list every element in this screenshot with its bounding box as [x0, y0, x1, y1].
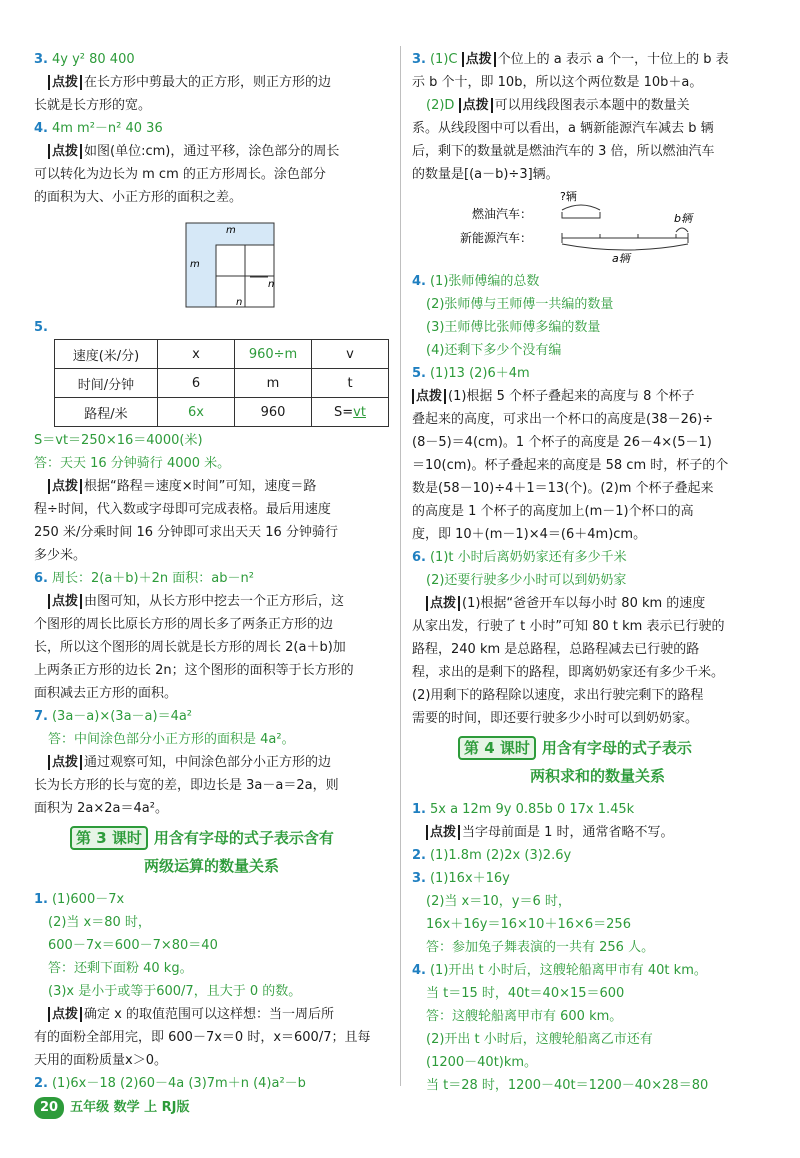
- tip-tag: 点拨: [426, 596, 460, 611]
- answer-line: 600－7x＝600－7×80＝40: [48, 938, 218, 953]
- answer-line: (2)张师傅与王师傅一共编的数量: [426, 297, 614, 312]
- tip-line: [34, 751, 394, 774]
- tip-tag: 点拨: [48, 75, 82, 90]
- answer-text: (1)600－7x: [51, 892, 125, 907]
- table-cell: v: [312, 340, 389, 369]
- l3q2-line: [34, 1072, 394, 1095]
- answer-text: (3a－a)×(3a－a)＝4a²: [51, 709, 193, 724]
- tip-tag: 点拨: [459, 98, 493, 113]
- tip-line: [34, 140, 394, 163]
- question-number: 1.: [34, 892, 48, 907]
- answer-line: 答：这艘轮船离甲市有 600 km。: [426, 1009, 623, 1024]
- b-brace: [676, 228, 688, 232]
- label-n-right: n: [268, 279, 275, 290]
- tip-line: 程，求出的是剩下的路程，即离奶奶家还有多少千米。: [412, 665, 725, 680]
- tip-tag: 点拨: [48, 1007, 82, 1022]
- page-footer: [34, 1097, 190, 1119]
- tip-line: 面积为 2a×2a＝4a²。: [34, 801, 168, 816]
- answer-line: 16x＋16y＝16×10＋16×6＝256: [426, 917, 631, 932]
- a-label: a辆: [612, 252, 630, 265]
- l4q2-line: [412, 844, 772, 867]
- answer-line: (2)当 x＝80 时，: [48, 915, 151, 930]
- table-cell: x: [158, 340, 235, 369]
- tip-text: (1)根据 5 个杯子叠起来的高度与 8 个杯子: [448, 389, 695, 404]
- q3-line: [412, 48, 772, 71]
- q5-line: [412, 362, 772, 385]
- column-divider: [400, 46, 401, 1086]
- tip-tag: 点拨: [48, 755, 82, 770]
- answer-text: (1)13 (2)6＋4m: [429, 366, 530, 381]
- l4q4-line: [412, 959, 772, 982]
- tip-line: [412, 592, 772, 615]
- tip-text: 当字母前面是 1 时，通常省略不写。: [462, 825, 674, 840]
- tip-line: [34, 1003, 394, 1026]
- q3-answer-line: [34, 48, 394, 71]
- table-cell: 时间/分钟: [55, 369, 158, 398]
- fuel-brace: [562, 205, 600, 210]
- tip-line: 数是(58－10)÷4＋1＝13(个)。(2)m 个杯子叠起来: [412, 481, 714, 496]
- tip-text: 在长方形中剪最大的正方形，则正方形的边: [84, 75, 332, 90]
- tip-line: [412, 821, 772, 844]
- tip-line: 示 b 个十，即 10b，所以这个两位数是 10b＋a。: [412, 75, 703, 90]
- page-number: 20: [34, 1097, 64, 1119]
- q6-answer-line: [34, 567, 394, 590]
- answer-line: 答：天天 16 分钟骑行 4000 米。: [34, 456, 231, 471]
- tip-line: 叠起来的高度，可求出一个杯口的高度是(38－26)÷: [412, 412, 714, 427]
- table-cell: 960÷m: [235, 340, 312, 369]
- tip-tag: 点拨: [48, 479, 82, 494]
- table-cell: 6: [158, 369, 235, 398]
- answer-line: (1200－40t)km。: [426, 1055, 538, 1070]
- answer-line: (2)开出 t 小时后，这艘轮船离乙市还有: [426, 1032, 653, 1047]
- answer-text: (1)C: [429, 52, 458, 67]
- table-row: [55, 398, 389, 427]
- tip-line: 长就是长方形的宽。: [34, 98, 152, 113]
- answer-line: (2)当 x＝10，y＝6 时，: [426, 894, 571, 909]
- lesson-title: 用含有字母的式子表示含有: [153, 829, 334, 847]
- question-number: 2.: [412, 848, 426, 863]
- q7-answer-line: [34, 705, 394, 728]
- fuel-question-label: ?辆: [560, 190, 577, 203]
- tip-line: [34, 475, 394, 498]
- answer-line: (3)x 是小于或等于600/7，且大于 0 的数。: [48, 984, 302, 999]
- cell-answer: vt: [353, 404, 366, 420]
- tip-line: 250 米/分乘时间 16 分钟即可求出天天 16 分钟骑行: [34, 525, 338, 540]
- table-row: [55, 340, 389, 369]
- tip-line: 可以转化为边长为 m cm 的正方形周长。涂色部分: [34, 167, 326, 182]
- q3-line: [412, 94, 772, 117]
- answer-text: (1)16x＋16y: [429, 871, 510, 886]
- answer-text: (2)D: [426, 98, 455, 113]
- tip-line: 多少米。: [34, 548, 87, 563]
- a-brace: [562, 244, 688, 250]
- square-figure-svg: [184, 215, 284, 311]
- question-number: 3.: [34, 52, 48, 67]
- question-number: 4.: [412, 963, 426, 978]
- answer-line: (2)还要行驶多少小时可以到奶奶家: [426, 573, 627, 588]
- tip-line: [412, 385, 772, 408]
- lesson-3-header: [34, 824, 394, 884]
- table-cell: t: [312, 369, 389, 398]
- tip-line: 后，剩下的数量就是燃油汽车的 3 倍，所以燃油汽车: [412, 144, 715, 159]
- b-label: b辆: [674, 212, 692, 225]
- q5-number-line: [34, 319, 394, 337]
- segment-diagram-svg: [460, 188, 712, 265]
- lesson-badge: 第 3 课时: [70, 826, 148, 850]
- table-cell: 速度(米/分): [55, 340, 158, 369]
- q6-line: [412, 546, 772, 569]
- tip-line: 系。从线段图中可以看出，a 辆新能源汽车减去 b 辆: [412, 121, 714, 136]
- tip-line: 需要的时间，即还要行驶多少小时可以到奶奶家。: [412, 711, 699, 726]
- answer-text: (1)t 小时后离奶奶家还有多少千米: [429, 550, 627, 565]
- table-cell: m: [235, 369, 312, 398]
- table-cell: [312, 398, 389, 427]
- answer-text: (1)1.8m (2)2x (3)2.6y: [429, 848, 572, 863]
- lesson-title-row: [412, 734, 772, 762]
- lesson-title-row: [34, 824, 394, 852]
- tip-line: 程÷时间，代入数或字母即可完成表格。最后用速度: [34, 502, 331, 517]
- answer-line: S＝vt＝250×16＝4000(米): [34, 433, 203, 448]
- question-number: 6.: [412, 550, 426, 565]
- tip-tag: 点拨: [412, 389, 446, 404]
- question-number: 5.: [34, 320, 48, 335]
- tip-tag: 点拨: [426, 825, 460, 840]
- answer-line: 当 t＝15 时，40t＝40×15＝600: [426, 986, 625, 1001]
- question-number: 5.: [412, 366, 426, 381]
- tip-line: ＝10(cm)。杯子叠起来的高度是 58 cm 时，杯子的个: [412, 458, 729, 473]
- q4-answer-line: [34, 117, 394, 140]
- tip-line: 的数量是[(a－b)÷3]辆。: [412, 167, 559, 182]
- lesson-title: 用含有字母的式子表示: [541, 739, 692, 757]
- tip-line: 有的面粉全部用完，即 600－7x＝0 时，x＝600/7；且每: [34, 1030, 371, 1045]
- question-number: 2.: [34, 1076, 48, 1091]
- tip-tag: 点拨: [462, 52, 496, 67]
- tip-line: 长，所以这个图形的周长就是长方形的周长 2(a＋b)加: [34, 640, 346, 655]
- left-column: [34, 48, 394, 1095]
- tip-line: 面积减去正方形的面积。: [34, 686, 178, 701]
- answer-text: (1)张师傅编的总数: [429, 274, 540, 289]
- answer-line: (4)还剩下多少个没有编: [426, 343, 562, 358]
- fuel-segment: [562, 212, 600, 218]
- tip-text: 根据“路程＝速度×时间”可知，速度＝路: [84, 479, 317, 494]
- tip-line: 度，即 10＋(m－1)×4＝(6＋4m)cm。: [412, 527, 647, 542]
- l4q1-line: [412, 798, 772, 821]
- answer-text: 4y y² 80 400: [51, 52, 135, 67]
- right-column: [412, 48, 772, 1097]
- tip-line: (8－5)＝4(cm)。1 个杯子的高度是 26－4×(5－1): [412, 435, 712, 450]
- tip-text: 确定 x 的取值范围可以这样想：当一周后所: [84, 1007, 334, 1022]
- tip-text: 由图可知，从长方形中挖去一个正方形后，这: [84, 594, 345, 609]
- tip-text: 如图(单位:cm)，通过平移，涂色部分的周长: [84, 144, 340, 159]
- tip-text: 个位上的 a 表示 a 个一，十位上的 b 表: [497, 52, 729, 67]
- tip-tag: 点拨: [48, 594, 82, 609]
- table-cell: 6x: [158, 398, 235, 427]
- answer-line: (3)王师傅比张师傅多编的数量: [426, 320, 601, 335]
- fuel-car-label: 燃油汽车：: [472, 207, 533, 221]
- square-figure: [184, 215, 394, 315]
- table-cell: 路程/米: [55, 398, 158, 427]
- answer-line: 答：中间涂色部分小正方形的面积是 4a²。: [48, 732, 295, 747]
- tip-line: 路程，240 km 是总路程，总路程减去已行驶的路: [412, 642, 700, 657]
- answer-text: 5x a 12m 9y 0.85b 0 17x 1.45k: [429, 802, 635, 817]
- question-number: 3.: [412, 52, 426, 67]
- label-m-top: m: [226, 225, 236, 236]
- tip-text: 通过观察可知，中间涂色部分小正方形的边: [84, 755, 332, 770]
- tip-line: 的面积为大、小正方形的面积之差。: [34, 190, 243, 205]
- question-number: 1.: [412, 802, 426, 817]
- cell-prefix: S=: [334, 404, 354, 420]
- tip-text: 可以用线段图表示本题中的数量关: [494, 98, 690, 113]
- line-segment-diagram: [460, 188, 772, 268]
- l4q3-line: [412, 867, 772, 890]
- question-number: 6.: [34, 571, 48, 586]
- question-number: 4.: [34, 121, 48, 136]
- tip-line: 天用的面粉质量x＞0。: [34, 1053, 167, 1068]
- answer-line: 答：参加兔子舞表演的一共有 256 人。: [426, 940, 655, 955]
- answer-line: 答：还剩下面粉 40 kg。: [48, 961, 193, 976]
- answer-text: (1)开出 t 小时后，这艘轮船离甲市有 40t km。: [429, 963, 707, 978]
- label-n-bottom: n: [236, 297, 243, 308]
- new-car-label: 新能源汽车：: [460, 231, 533, 245]
- table-cell: 960: [235, 398, 312, 427]
- answer-text: (1)6x－18 (2)60－4a (3)7m＋n (4)a²－b: [51, 1076, 306, 1091]
- answer-text: 周长：2(a＋b)＋2n 面积：ab－n²: [51, 571, 254, 586]
- speed-table: [54, 339, 389, 427]
- tip-line: [34, 590, 394, 613]
- lesson-4-header: [412, 734, 772, 794]
- question-number: 3.: [412, 871, 426, 886]
- l3q1-line: [34, 888, 394, 911]
- lesson-title-row: 两积求和的数量关系: [530, 767, 666, 785]
- tip-line: 上两条正方形的边长 2n；这个图形的面积等于长方形的: [34, 663, 354, 678]
- table-row: [55, 369, 389, 398]
- lesson-title-row: 两级运算的数量关系: [144, 857, 280, 875]
- answer-text: 4m m²－n² 40 36: [51, 121, 163, 136]
- tip-text: (1)根据“爸爸开车以每小时 80 km 的速度: [462, 596, 706, 611]
- answer-line: 当 t＝28 时，1200－40t＝1200－40×28＝80: [426, 1078, 709, 1093]
- tip-line: 从家出发，行驶了 t 小时”可知 80 t km 表示已行驶的: [412, 619, 725, 634]
- tip-line: 长为长方形的长与宽的差，即边长是 3a－a＝2a，则: [34, 778, 339, 793]
- label-m-left: m: [190, 259, 200, 270]
- tip-line: (2)用剩下的路程除以速度，求出行驶完剩下的路程: [412, 688, 704, 703]
- tip-line: 个图形的周长比原长方形的周长多了两条正方形的边: [34, 617, 334, 632]
- lesson-badge: 第 4 课时: [458, 736, 536, 760]
- question-number: 4.: [412, 274, 426, 289]
- tip-tag: 点拨: [48, 144, 82, 159]
- tip-line: [34, 71, 394, 94]
- question-number: 7.: [34, 709, 48, 724]
- q4-line: [412, 270, 772, 293]
- book-title: 五年级 数学 上 RJ版: [70, 1100, 190, 1115]
- tip-line: 的高度是 1 个杯子的高度加上(m－1)个杯口的高: [412, 504, 694, 519]
